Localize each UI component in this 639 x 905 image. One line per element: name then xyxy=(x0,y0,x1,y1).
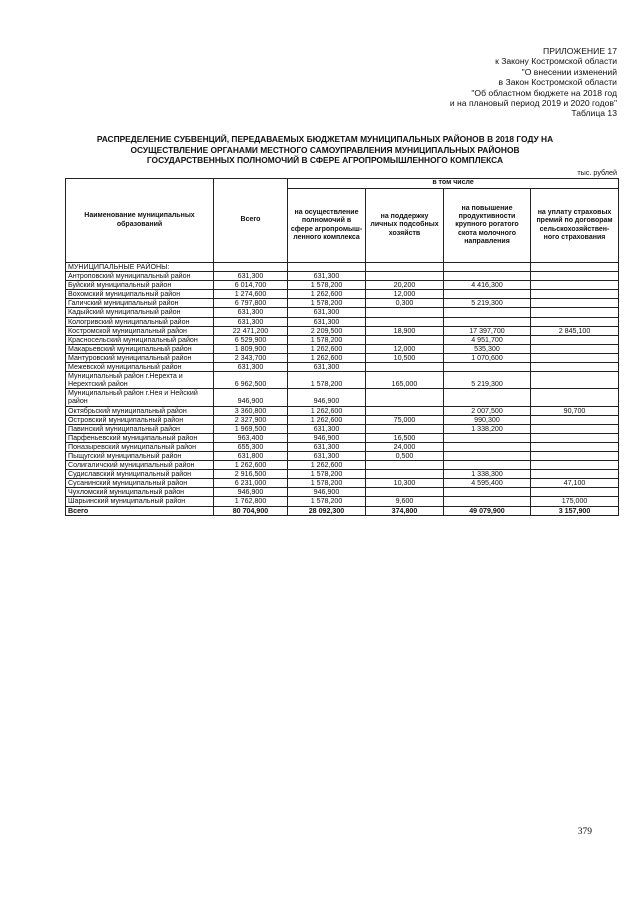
agro-powers-cell: 1 578,200 xyxy=(288,335,366,344)
appendix-line: "О внесении изменений xyxy=(521,66,617,77)
appendix-line: к Закону Костромской области xyxy=(495,56,617,67)
appendix-line: в Закон Костромской области xyxy=(498,77,617,88)
total-row xyxy=(66,506,619,515)
appendix-line: и на плановый период 2019 и 2020 годов" xyxy=(449,98,617,109)
section-row xyxy=(66,263,619,272)
dairy-productivity-cell: 2 007,500 xyxy=(444,406,531,415)
table-row xyxy=(66,353,619,362)
district-name: Сусанинский муниципальный район xyxy=(66,479,214,488)
total-cell: 2 916,500 xyxy=(214,470,288,479)
total-cell: 1 262,600 xyxy=(214,461,288,470)
district-name: Красносельский муниципальный район xyxy=(66,335,214,344)
dairy-productivity-cell xyxy=(444,461,531,470)
total-cell: 946,900 xyxy=(214,389,288,406)
dairy-productivity-cell: 1 338,200 xyxy=(444,424,531,433)
table-row xyxy=(66,299,619,308)
insurance-premiums-cell xyxy=(531,442,619,451)
agro-powers-cell: 631,300 xyxy=(288,424,366,433)
header-col3: на повышение продуктивности крупного рогатого скота молочного направления xyxy=(444,189,531,263)
district-name: Поназыревский муниципальный район xyxy=(66,442,214,451)
subsidiary-farms-cell: 9,600 xyxy=(366,497,444,506)
agro-powers-cell: 1 262,600 xyxy=(288,461,366,470)
table-row xyxy=(66,424,619,433)
insurance-premiums-cell xyxy=(531,353,619,362)
header-name: Наименование муниципальных образований xyxy=(66,179,214,263)
insurance-premiums-cell: 3 157,900 xyxy=(531,506,619,515)
table-row xyxy=(66,461,619,470)
dairy-productivity-cell xyxy=(444,442,531,451)
title-line: ОСУЩЕСТВЛЕНИЕ ОРГАНАМИ МЕСТНОГО САМОУПРАВЛЕНИЯ МУНИЦИПАЛЬНЫХ РАЙОНОВ xyxy=(130,144,520,155)
dairy-productivity-cell xyxy=(444,308,531,317)
subsidiary-farms-cell xyxy=(366,363,444,372)
subsidiary-farms-cell xyxy=(366,424,444,433)
insurance-premiums-cell xyxy=(531,461,619,470)
table-row xyxy=(66,308,619,317)
table-row xyxy=(66,281,619,290)
district-name: Кадыйский муниципальный район xyxy=(66,308,214,317)
page-number: 379 xyxy=(577,827,592,837)
dairy-productivity-cell: 4 416,300 xyxy=(444,281,531,290)
total-cell: 6 014,700 xyxy=(214,281,288,290)
district-name: Межевской муниципальный район xyxy=(66,363,214,372)
dairy-productivity-cell xyxy=(444,497,531,506)
dairy-productivity-cell xyxy=(444,488,531,497)
table-header xyxy=(66,179,619,263)
table-row xyxy=(66,470,619,479)
table-row xyxy=(66,272,619,281)
dairy-productivity-cell xyxy=(444,433,531,442)
table-row xyxy=(66,372,619,389)
subsidiary-farms-cell: 10,300 xyxy=(366,479,444,488)
district-name: Судиславский муниципальный район xyxy=(66,470,214,479)
subsidiary-farms-cell xyxy=(366,272,444,281)
agro-powers-cell: 1 578,200 xyxy=(288,479,366,488)
subsidiary-farms-cell xyxy=(366,406,444,415)
district-name: Вохомский муниципальный район xyxy=(66,290,214,299)
district-name: Солигаличский муниципальный район xyxy=(66,461,214,470)
agro-powers-cell: 1 262,600 xyxy=(288,344,366,353)
subsidiary-farms-cell: 12,000 xyxy=(366,290,444,299)
dairy-productivity-cell xyxy=(444,389,531,406)
total-cell: 1 762,800 xyxy=(214,497,288,506)
total-cell: 2 327,900 xyxy=(214,415,288,424)
agro-powers-cell: 631,300 xyxy=(288,317,366,326)
dairy-productivity-cell xyxy=(444,290,531,299)
table-row xyxy=(66,406,619,415)
district-name: Пыщугский муниципальный район xyxy=(66,451,214,460)
total-cell: 631,300 xyxy=(214,317,288,326)
insurance-premiums-cell xyxy=(531,372,619,389)
district-name: Островский муниципальный район xyxy=(66,415,214,424)
total-cell: 22 471,200 xyxy=(214,326,288,335)
insurance-premiums-cell xyxy=(531,290,619,299)
total-cell: 6 231,000 xyxy=(214,479,288,488)
district-name: Антроповский муниципальный район xyxy=(66,272,214,281)
units-label: тыс. рублей xyxy=(577,168,617,177)
appendix-line: ПРИЛОЖЕНИЕ 17 xyxy=(543,46,617,56)
agro-powers-cell: 1 262,600 xyxy=(288,353,366,362)
district-name: Муниципальный район г.Нерехта и Нерехтский район xyxy=(66,372,214,389)
insurance-premiums-cell xyxy=(531,299,619,308)
agro-powers-cell: 631,300 xyxy=(288,442,366,451)
subsidiary-farms-cell: 12,000 xyxy=(366,344,444,353)
agro-powers-cell: 631,300 xyxy=(288,451,366,460)
agro-powers-cell: 946,900 xyxy=(288,433,366,442)
insurance-premiums-cell: 175,000 xyxy=(531,497,619,506)
subsidiary-farms-cell xyxy=(366,470,444,479)
insurance-premiums-cell xyxy=(531,272,619,281)
header-col1: на осуществление полномочий в сфере агропромыш-ленного комплекса xyxy=(288,189,366,263)
agro-powers-cell: 946,900 xyxy=(288,488,366,497)
insurance-premiums-cell xyxy=(531,317,619,326)
subsidiary-farms-cell xyxy=(366,461,444,470)
subsidiary-farms-cell: 165,000 xyxy=(366,372,444,389)
subsidiary-farms-cell xyxy=(366,335,444,344)
insurance-premiums-cell xyxy=(531,308,619,317)
district-name: Чухломский муниципальный район xyxy=(66,488,214,497)
agro-powers-cell: 1 578,200 xyxy=(288,299,366,308)
total-cell: 946,900 xyxy=(214,488,288,497)
agro-powers-cell: 1 578,200 xyxy=(288,470,366,479)
dairy-productivity-cell xyxy=(444,451,531,460)
subsidiary-farms-cell xyxy=(366,308,444,317)
insurance-premiums-cell xyxy=(531,281,619,290)
table-row xyxy=(66,415,619,424)
subsidiary-farms-cell: 20,200 xyxy=(366,281,444,290)
total-cell: 1 969,500 xyxy=(214,424,288,433)
appendix-line: Таблица 13 xyxy=(571,108,617,119)
total-cell: 1 809,900 xyxy=(214,344,288,353)
district-name: Макарьевский муниципальный район xyxy=(66,344,214,353)
total-cell: 631,300 xyxy=(214,272,288,281)
agro-powers-cell: 1 262,600 xyxy=(288,406,366,415)
insurance-premiums-cell: 2 845,100 xyxy=(531,326,619,335)
district-name: Галичский муниципальный район xyxy=(66,299,214,308)
title-line: ГОСУДАРСТВЕННЫХ ПОЛНОМОЧИЙ В СФЕРЕ АГРОПРОМЫШЛЕННОГО КОМПЛЕКСА xyxy=(146,155,504,166)
insurance-premiums-cell: 47,100 xyxy=(531,479,619,488)
district-name: Парфеньевский муниципальный район xyxy=(66,433,214,442)
subsidiary-farms-cell: 75,000 xyxy=(366,415,444,424)
insurance-premiums-cell xyxy=(531,335,619,344)
dairy-productivity-cell: 4 595,400 xyxy=(444,479,531,488)
district-name: Муниципальный район г.Нея и Нейский район xyxy=(66,389,214,406)
insurance-premiums-cell xyxy=(531,451,619,460)
total-cell: 631,800 xyxy=(214,451,288,460)
header-col2: на поддержку личных подсобных хозяйств xyxy=(366,189,444,263)
total-cell: 6 529,900 xyxy=(214,335,288,344)
agro-powers-cell: 2 209,500 xyxy=(288,326,366,335)
table-row xyxy=(66,442,619,451)
total-cell: 1 274,600 xyxy=(214,290,288,299)
table-row xyxy=(66,497,619,506)
table-row xyxy=(66,479,619,488)
appendix-line: "Об областном бюджете на 2018 год xyxy=(471,87,617,98)
document-title xyxy=(40,134,610,166)
table-row xyxy=(66,317,619,326)
subsidiary-farms-cell xyxy=(366,488,444,497)
table-row xyxy=(66,488,619,497)
subsidiary-farms-cell: 18,900 xyxy=(366,326,444,335)
table-body xyxy=(66,263,619,516)
dairy-productivity-cell xyxy=(444,272,531,281)
total-cell: 3 360,800 xyxy=(214,406,288,415)
title-line: РАСПРЕДЕЛЕНИЕ СУБВЕНЦИЙ, ПЕРЕДАВАЕМЫХ БЮДЖЕТАМ МУНИЦИПАЛЬНЫХ РАЙОНОВ В 2018 ГОДУ НА xyxy=(96,134,554,144)
agro-powers-cell: 1 578,200 xyxy=(288,497,366,506)
total-cell: 80 704,900 xyxy=(214,506,288,515)
district-name: Шарьинский муниципальный район xyxy=(66,497,214,506)
agro-powers-cell: 1 578,200 xyxy=(288,372,366,389)
insurance-premiums-cell xyxy=(531,470,619,479)
section-label: МУНИЦИПАЛЬНЫЕ РАЙОНЫ: xyxy=(66,263,214,272)
insurance-premiums-cell xyxy=(531,389,619,406)
dairy-productivity-cell: 1 070,600 xyxy=(444,353,531,362)
dairy-productivity-cell: 990,300 xyxy=(444,415,531,424)
insurance-premiums-cell xyxy=(531,433,619,442)
table-row xyxy=(66,290,619,299)
table-row xyxy=(66,363,619,372)
appendix-header xyxy=(450,46,617,119)
table-row xyxy=(66,344,619,353)
subsidiary-farms-cell: 0,500 xyxy=(366,451,444,460)
district-name: Мантуровский муниципальный район xyxy=(66,353,214,362)
total-cell: 963,400 xyxy=(214,433,288,442)
agro-powers-cell: 1 262,600 xyxy=(288,290,366,299)
total-cell: 631,300 xyxy=(214,308,288,317)
dairy-productivity-cell xyxy=(444,317,531,326)
district-name: Буйский муниципальный район xyxy=(66,281,214,290)
agro-powers-cell: 28 092,300 xyxy=(288,506,366,515)
agro-powers-cell: 1 578,200 xyxy=(288,281,366,290)
subsidiary-farms-cell: 16,500 xyxy=(366,433,444,442)
header-including: в том числе xyxy=(288,179,619,189)
insurance-premiums-cell: 90,700 xyxy=(531,406,619,415)
total-cell: 2 343,700 xyxy=(214,353,288,362)
dairy-productivity-cell: 4 951,700 xyxy=(444,335,531,344)
agro-powers-cell: 1 262,600 xyxy=(288,415,366,424)
district-name: Павинский муниципальный район xyxy=(66,424,214,433)
dairy-productivity-cell: 5 219,300 xyxy=(444,372,531,389)
table-row xyxy=(66,389,619,406)
dairy-productivity-cell: 5 219,300 xyxy=(444,299,531,308)
insurance-premiums-cell xyxy=(531,344,619,353)
table-row xyxy=(66,433,619,442)
subsidiary-farms-cell xyxy=(366,317,444,326)
total-cell: 6 962,500 xyxy=(214,372,288,389)
district-name: Всего xyxy=(66,506,214,515)
agro-powers-cell: 631,300 xyxy=(288,272,366,281)
district-name: Октябрьский муниципальный район xyxy=(66,406,214,415)
dairy-productivity-cell xyxy=(444,363,531,372)
subsidiary-farms-cell: 24,000 xyxy=(366,442,444,451)
insurance-premiums-cell xyxy=(531,424,619,433)
insurance-premiums-cell xyxy=(531,415,619,424)
agro-powers-cell: 631,300 xyxy=(288,308,366,317)
insurance-premiums-cell xyxy=(531,363,619,372)
dairy-productivity-cell: 17 397,700 xyxy=(444,326,531,335)
dairy-productivity-cell: 1 338,300 xyxy=(444,470,531,479)
subsidiary-farms-cell: 0,300 xyxy=(366,299,444,308)
dairy-productivity-cell: 49 079,900 xyxy=(444,506,531,515)
subsidiary-farms-cell xyxy=(366,389,444,406)
insurance-premiums-cell xyxy=(531,488,619,497)
district-name: Кологривский муниципальный район xyxy=(66,317,214,326)
dairy-productivity-cell: 535,300 xyxy=(444,344,531,353)
total-cell: 631,300 xyxy=(214,363,288,372)
subsidies-table xyxy=(65,178,619,516)
agro-powers-cell: 946,900 xyxy=(288,389,366,406)
table-row xyxy=(66,335,619,344)
district-name: Костромской муниципальный район xyxy=(66,326,214,335)
table-row xyxy=(66,451,619,460)
table-row xyxy=(66,326,619,335)
total-cell: 655,300 xyxy=(214,442,288,451)
agro-powers-cell: 631,300 xyxy=(288,363,366,372)
total-cell: 6 797,800 xyxy=(214,299,288,308)
subsidiary-farms-cell: 10,500 xyxy=(366,353,444,362)
header-total: Всего xyxy=(214,179,288,263)
header-col4: на уплату страховых премий по договорам сельскохозяйствен-ного страхования xyxy=(531,189,619,263)
subsidiary-farms-cell: 374,800 xyxy=(366,506,444,515)
